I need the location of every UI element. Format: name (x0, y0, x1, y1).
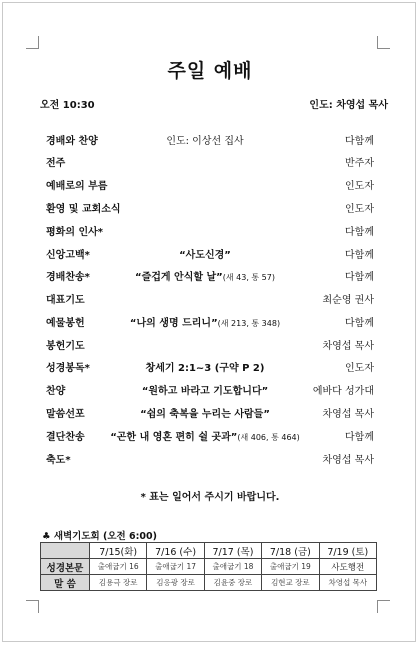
order-item-leader: 다함께 (345, 250, 374, 261)
table-cell: 사도행전 (319, 559, 376, 575)
order-item-name: 경배찬송* (46, 272, 90, 283)
date-cell: 7/16 (수) (147, 543, 204, 559)
order-item-name: 예물봉헌 (46, 318, 85, 329)
hymn-number: (새 213, 통 348) (217, 319, 281, 328)
order-item-content (106, 270, 304, 286)
crop-mark-bottom-left (26, 600, 39, 613)
order-item-leader: 다함께 (345, 432, 374, 443)
table-header-row (41, 543, 377, 559)
order-item (46, 316, 374, 332)
order-item-leader: 반주자 (345, 158, 374, 169)
order-item-name: 신앙고백* (46, 250, 90, 261)
order-item-name: 봉헌기도 (46, 341, 85, 352)
date-cell: 7/15(화) (90, 543, 147, 559)
order-item-leader: 차영섭 목사 (322, 409, 374, 420)
order-item (46, 179, 374, 195)
crop-mark-bottom-right (377, 600, 390, 613)
order-item-content (106, 134, 304, 150)
order-item-name: 찬양 (46, 386, 66, 397)
date-cell: 7/19 (토) (319, 543, 376, 559)
order-item-name: 성경봉독* (46, 363, 90, 374)
order-item-name: 말씀선포 (46, 409, 85, 420)
order-item-content (106, 316, 304, 332)
hymn-number: (새 406, 통 464) (237, 433, 300, 442)
table-row (41, 559, 377, 575)
order-item-title: 창세기 2:1~3 (구약 P 2) (145, 363, 265, 374)
order-item (46, 453, 374, 469)
dawn-prayer-table (40, 542, 377, 591)
order-item-title: “쉼의 축복을 누리는 사람들” (140, 409, 270, 420)
order-item-leader: 인도자 (345, 204, 374, 215)
order-item-leader: 인도자 (345, 181, 374, 192)
page-title: 주일 예배 (167, 60, 253, 82)
crop-mark-top-right (377, 36, 390, 49)
row-header: 성경본문 (41, 559, 90, 575)
order-item-content (106, 361, 304, 377)
order-item (46, 270, 374, 286)
order-item (46, 293, 374, 309)
order-item-title: 인도: 이상선 집사 (166, 136, 244, 147)
table-cell: 김윤중 장로 (204, 575, 261, 591)
order-item-leader: 인도자 (345, 363, 374, 374)
order-item-content (106, 384, 304, 400)
order-item (46, 407, 374, 423)
hymn-number: (새 43, 통 57) (222, 273, 275, 282)
order-item-content (106, 248, 304, 264)
order-item-title: “곤한 내 영혼 편히 쉴 곳과” (110, 432, 238, 443)
table-corner-cell (41, 543, 90, 559)
table-cell: 김용극 장로 (90, 575, 147, 591)
table-cell: 김응광 장로 (147, 575, 204, 591)
order-item (46, 361, 374, 377)
order-item-leader: 다함께 (345, 227, 374, 238)
row-header: 말 씀 (41, 575, 90, 591)
order-item (46, 430, 374, 446)
table-cell: 출애굽기 19 (262, 559, 319, 575)
table-cell: 출애굽기 17 (147, 559, 204, 575)
order-item (46, 225, 374, 241)
order-item-title: “나의 생명 드리니” (129, 318, 218, 329)
order-item-leader: 차영섭 목사 (322, 341, 374, 352)
dawn-prayer-title: ♣ 새벽기도회 (오전 6:00) (42, 531, 157, 542)
table-cell: 출애굽기 16 (90, 559, 147, 575)
order-item (46, 156, 374, 172)
date-cell: 7/18 (금) (262, 543, 319, 559)
order-item-leader: 다함께 (345, 318, 374, 329)
service-time: 오전 10:30 (40, 100, 95, 111)
order-item-name: 평화의 인사* (46, 227, 104, 238)
order-item (46, 384, 374, 400)
standing-notice: * 표는 일어서 주시기 바랍니다. (140, 492, 280, 503)
order-item-leader: 다함께 (345, 272, 374, 283)
order-item-name: 경배와 찬양 (46, 136, 98, 147)
order-item (46, 339, 374, 355)
order-item-content (106, 407, 304, 423)
order-item-name: 환영 및 교회소식 (46, 204, 121, 215)
order-item-name: 축도* (46, 455, 71, 466)
crop-mark-top-left (26, 36, 39, 49)
order-item (46, 134, 374, 150)
order-item-name: 예배로의 부름 (46, 181, 108, 192)
order-item-content (106, 430, 304, 446)
order-item-leader: 에바다 성가대 (312, 386, 374, 397)
date-cell: 7/17 (목) (204, 543, 261, 559)
table-cell: 출애굽기 18 (204, 559, 261, 575)
order-item-title: “원하고 바라고 기도합니다” (141, 386, 269, 397)
order-item-title: “즐겁게 안식할 날” (135, 272, 223, 283)
table-cell: 차영섭 목사 (319, 575, 376, 591)
table-row (41, 575, 377, 591)
order-item (46, 202, 374, 218)
order-item-leader: 다함께 (345, 136, 374, 147)
order-item-leader: 최순영 권사 (322, 295, 374, 306)
table-cell: 김현교 장로 (262, 575, 319, 591)
order-item (46, 248, 374, 264)
order-item-name: 결단찬송 (46, 432, 85, 443)
order-item-leader: 차영섭 목사 (322, 455, 374, 466)
service-leader: 인도: 차영섭 목사 (309, 100, 388, 111)
order-item-name: 전주 (46, 158, 66, 169)
order-item-title: “사도신경” (179, 250, 231, 261)
order-item-name: 대표기도 (46, 295, 85, 306)
